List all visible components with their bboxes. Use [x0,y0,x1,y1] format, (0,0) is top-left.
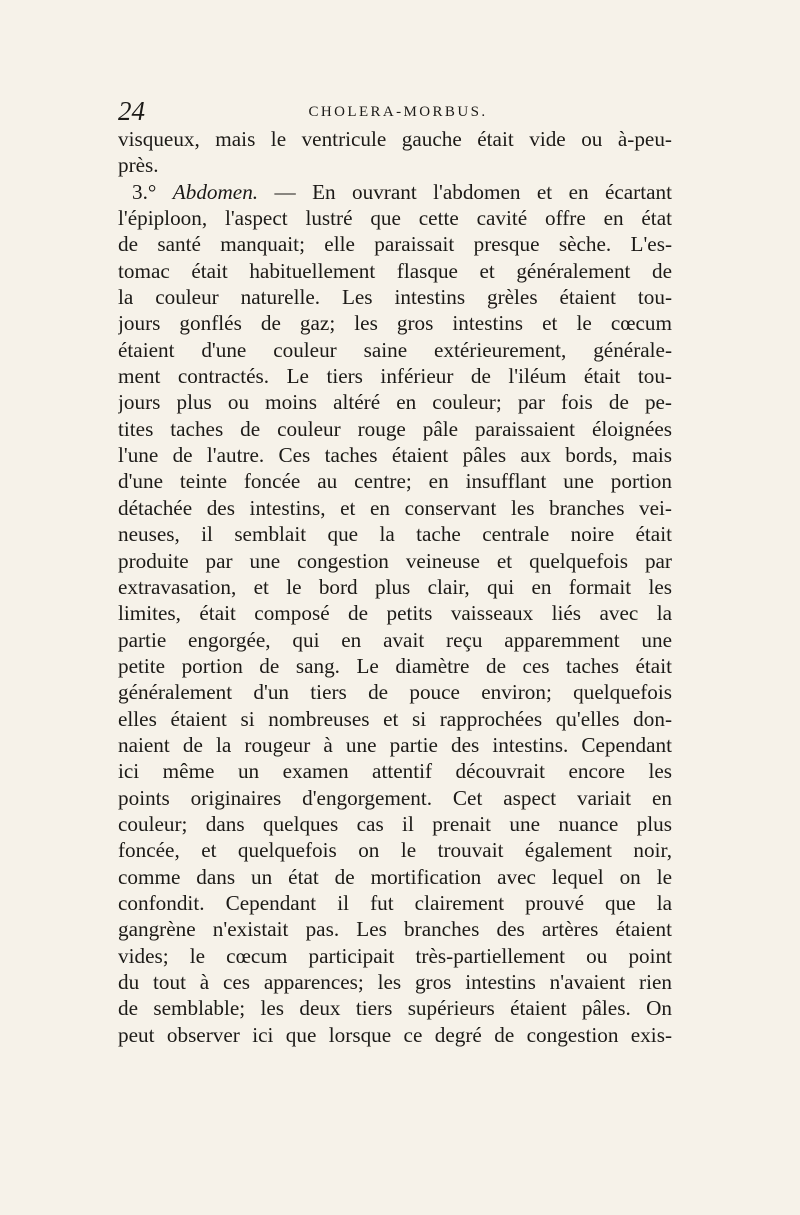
section-text: — En ouvrant l'abdomen et en écartant [258,179,672,204]
text-line: de semblable; les deux tiers supérieurs étaient pâles. On [118,996,672,1021]
text-line: foncée, et quelquefois on le trouvait également noir, [118,838,672,863]
text-line: près. [118,153,159,178]
text-line: étaient d'une couleur saine extérieurement, générale- [118,337,672,362]
text-line: l'épiploon, l'aspect lustré que cette cavité offre en état [118,206,672,231]
section-number: 3.° [132,179,157,204]
running-head-title: CHOLERA-MORBUS. [308,104,488,120]
text-line: extravasation, et le bord plus clair, qui en formait les [118,574,672,599]
body-text [118,126,672,1048]
text-line: elles étaient si nombreuses et si rapprochées qu'elles don- [118,706,672,731]
text-line: partie engorgée, qui en avait reçu apparemment une [118,627,672,652]
text-line: jours gonflés de gaz; les gros intestins et le cœcum [118,311,672,336]
section-heading: Abdomen. [172,179,259,204]
text-line: de santé manquait; elle paraissait presque sèche. L'es- [118,232,672,257]
text-line: ment contractés. Le tiers inférieur de l'iléum était tou- [118,364,672,389]
text-line: jours plus ou moins altéré en couleur; par fois de pe- [118,390,672,415]
section-line [118,179,672,205]
text-line: détachée des intestins, et en conservant les branches vei- [118,495,672,520]
page-number: 24 [118,96,145,126]
text-line: généralement d'un tiers de pouce environ; quelquefois [118,680,672,705]
text-line: neuses, il semblait que la tache centrale noire était [118,522,672,547]
text-line: visqueux, mais le ventricule gauche était vide ou à-peu- [118,127,672,151]
text-line: naient de la rougeur à une partie des intestins. Cependant [118,732,672,757]
text-line: comme dans un état de mortification avec lequel on le [118,864,672,889]
text-line: vides; le cœcum participait très-partiellement ou point [118,943,672,968]
text-line: produite par une congestion veineuse et quelquefois par [118,548,672,573]
text-line: tites taches de couleur rouge pâle paraissaient éloignées [118,416,672,441]
text-line: peut observer ici que lorsque ce degré de congestion exis- [118,1022,672,1047]
text-line: ici même un examen attentif découvrait encore les [118,759,672,784]
text-line: d'une teinte foncée au centre; en insufflant une portion [118,469,672,494]
text-line: points originaires d'engorgement. Cet aspect variait en [118,785,672,810]
running-head [118,96,678,126]
text-line: la couleur naturelle. Les intestins grèles étaient tou- [118,285,672,310]
text-line: du tout à ces apparences; les gros intestins n'avaient rien [118,970,672,994]
text-line: tomac était habituellement flasque et généralement de [118,258,672,283]
text-line: confondit. Cependant il fut clairement prouvé que la [118,890,672,915]
text-line: limites, était composé de petits vaisseaux liés avec la [118,601,672,626]
text-line: gangrène n'existait pas. Les branches des artères étaient [118,917,672,942]
text-line: petite portion de sang. Le diamètre de ces taches était [118,653,672,678]
text-line: l'une de l'autre. Ces taches étaient pâles aux bords, mais [118,443,672,468]
text-line: couleur; dans quelques cas il prenait une nuance plus [118,811,672,836]
